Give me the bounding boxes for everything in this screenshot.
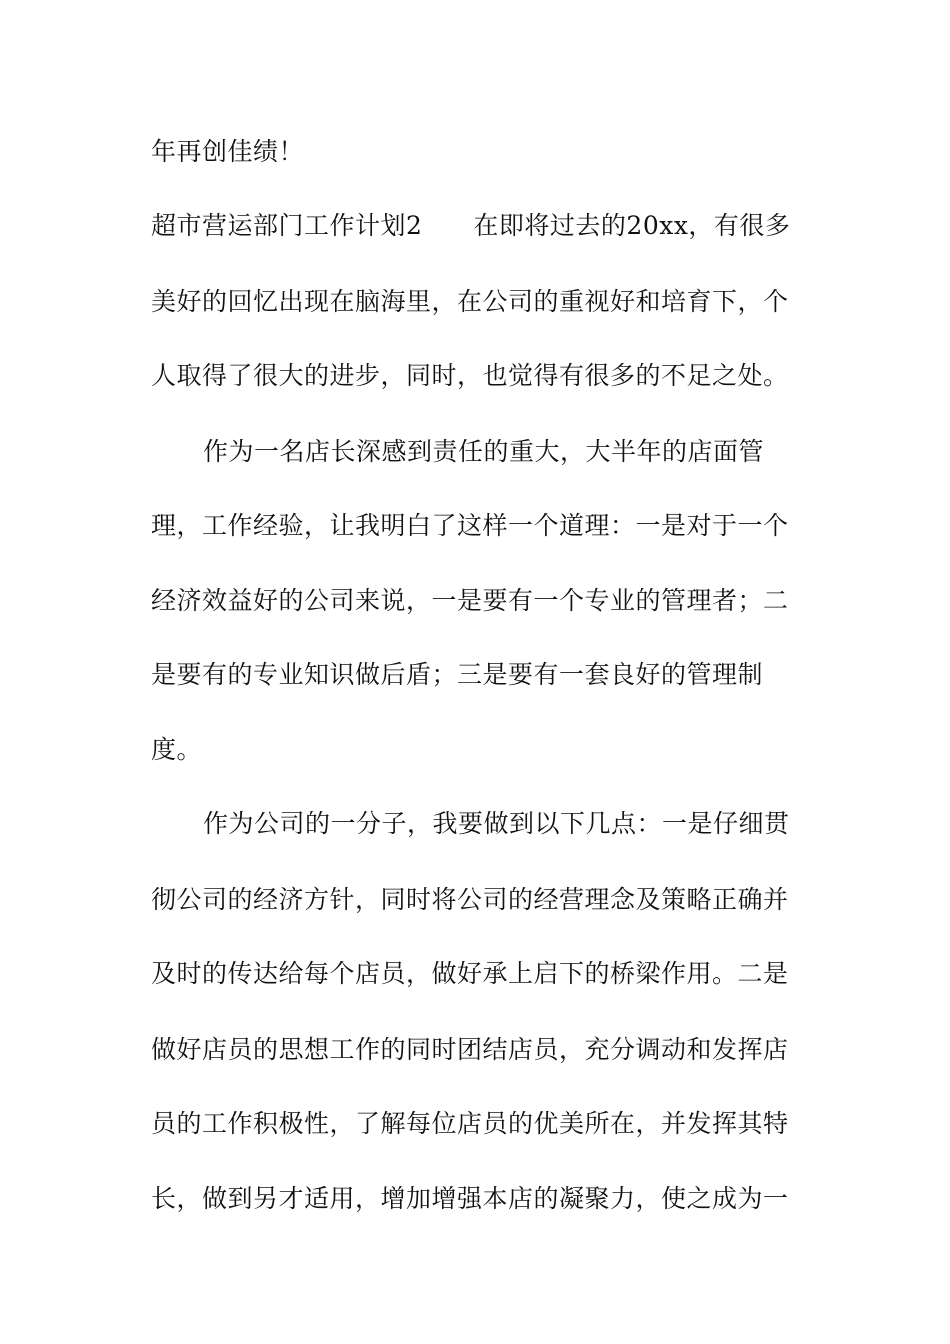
text-line: 美好的回忆出现在脑海里，在公司的重视好和培育下，个 (151, 287, 789, 316)
text-line: 度。 (151, 735, 203, 764)
text-line: 是要有的专业知识做后盾；三是要有一套良好的管理制 (151, 660, 764, 689)
text-line: 彻公司的经济方针，同时将公司的经营理念及策略正确并 (151, 885, 789, 914)
text-line: 作为公司的一分子，我要做到以下几点：一是仔细贯 (203, 809, 790, 838)
text-line: 及时的传达给每个店员，做好承上启下的桥梁作用。二是 (151, 959, 789, 988)
text-line: 做好店员的思想工作的同时团结店员，充分调动和发挥店 (151, 1035, 789, 1064)
text-line: 员的工作积极性，了解每位店员的优美所在，并发挥其特 (151, 1109, 789, 1138)
text-line: 经济效益好的公司来说，一是要有一个专业的管理者；二 (151, 586, 789, 615)
text-line: 作为一名店长深感到责任的重大，大半年的店面管 (203, 437, 765, 466)
text-line: 超市营运部门工作计划2 在即将过去的20xx，有很多 (151, 211, 791, 240)
text-line: 年再创佳绩！ (151, 137, 305, 166)
text-line: 人取得了很大的进步，同时，也觉得有很多的不足之处。 (151, 361, 789, 390)
text-line: 理，工作经验，让我明白了这样一个道理：一是对于一个 (151, 511, 789, 540)
text-line: 长，做到另才适用，增加增强本店的凝聚力，使之成为一 (151, 1184, 789, 1213)
